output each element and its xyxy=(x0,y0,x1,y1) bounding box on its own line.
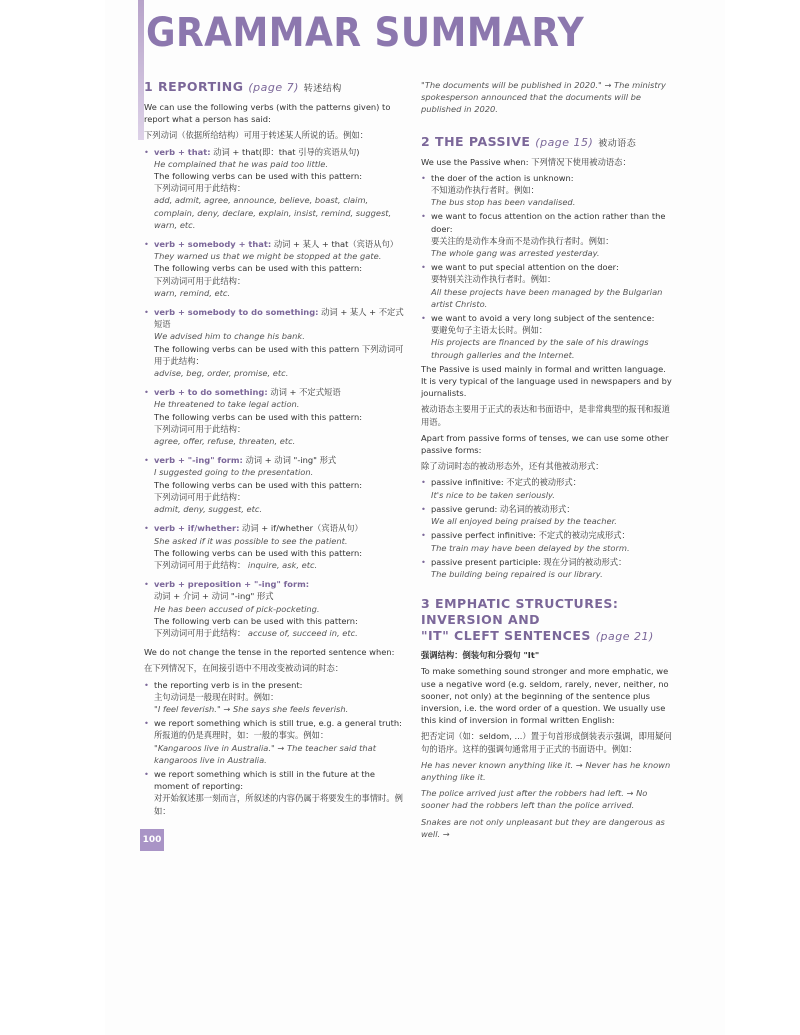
note-zh: 下列动词可用于此结构： xyxy=(154,559,246,570)
example: He has been accused of pick-pocketing. xyxy=(154,603,320,614)
rule-text: we want to avoid a very long subject of the sentence: xyxy=(431,313,655,324)
example: His projects are financed by the sale of his drawings through galleries and the Internet. xyxy=(431,337,649,360)
pattern: verb + somebody + that: xyxy=(154,239,272,250)
example: The bus stop has been vandalised. xyxy=(431,197,576,208)
example: He has never known anything like it. → Never has he known anything like it. xyxy=(421,759,671,782)
example: The train may have been delayed by the storm. xyxy=(431,542,630,553)
section-heading-reporting xyxy=(144,79,406,97)
list-item xyxy=(144,306,406,379)
verb-list: agree, offer, refuse, threaten, etc. xyxy=(154,436,296,447)
note-zh: 下列动词可用于此结构： xyxy=(154,423,246,434)
example: We advised him to change his bank. xyxy=(154,331,305,342)
example: They warned us that we might be stopped at the gate. xyxy=(154,251,382,262)
continued-example: "The documents will be published in 2020." → The ministry spokesperson announced that the documents will be published in 2020. xyxy=(421,80,666,115)
section-title-line1: 3 EMPHATIC STRUCTURES: INVERSION AND xyxy=(421,596,619,628)
usage-note-zh: 被动语态主要用于正式的表达和书面语中，是非常典型的报刊和报道用语。 xyxy=(421,404,670,427)
section-intro-zh: 下列动词（依据所给结构）可用于转述某人所说的话。例如： xyxy=(144,130,369,141)
section-intro-zh: 把否定词（如：seldom, ...）置于句首形成倒装表示强调，即用疑问句的语序。这样的强调句通常用于正式的书面语中。例如： xyxy=(421,731,672,754)
list-item xyxy=(144,238,406,299)
example: "I feel feverish." → She says she feels feverish. xyxy=(154,703,349,714)
example: Snakes are not only unpleasant but they are dangerous as well. → xyxy=(421,816,665,839)
example: I suggested going to the presentation. xyxy=(154,467,314,478)
example: It's nice to be taken seriously. xyxy=(431,489,555,500)
list-item xyxy=(421,529,673,553)
section-intro: To make something sound stronger and more emphatic, we use a negative word (e.g. seldom, rarely, never, neither, no sooner, not only) at the beginning of the sentence plus inversion, i.e. the word order of a question. We usually use this kind of inversion in formal written English: xyxy=(421,666,669,726)
list-item xyxy=(144,146,406,231)
section-page-ref: (page 21) xyxy=(595,630,654,644)
tense-note: We do not change the tense in the reported sentence when: xyxy=(144,647,395,658)
list-item xyxy=(144,386,406,447)
note-zh: 下列动词可用于此结构： xyxy=(154,627,246,638)
section-title-line2: "IT" CLEFT SENTENCES xyxy=(421,628,591,644)
rule-text: we report something which is still in the future at the moment of reporting: xyxy=(154,768,375,792)
section-title: 1 REPORTING xyxy=(144,79,244,94)
list-item xyxy=(144,578,406,639)
section-page-ref: (page 15) xyxy=(535,135,594,149)
forms-intro-zh: 除了动词时态的被动形态外，还有其他被动形式： xyxy=(421,461,604,472)
note: The following verb can be used with this pattern: xyxy=(154,615,358,626)
list-item xyxy=(144,717,406,766)
section-heading-emphatic xyxy=(421,596,673,645)
pattern-zh: 动词 + if/whether（宾语从句） xyxy=(242,523,363,534)
example: The building being repaired is our library. xyxy=(431,568,603,579)
list-item xyxy=(144,679,406,716)
pattern-zh: 动词 + that(即：that 引导的宾语从句) xyxy=(213,146,360,157)
tense-rule-list xyxy=(144,679,406,817)
tense-note-zh: 在下列情况下，在间接引语中不用改变被动词的时态： xyxy=(144,663,344,674)
list-item xyxy=(144,454,406,515)
rule-text: the reporting verb is in the present: xyxy=(154,679,303,690)
section-intro: We use the Passive when: 下列情况下使用被动语态： xyxy=(421,156,631,167)
verb-list: warn, remind, etc. xyxy=(154,287,231,298)
pattern-zh: 动词 + 某人 + that（宾语从句） xyxy=(273,239,399,250)
section-title: 2 THE PASSIVE xyxy=(421,133,531,149)
list-item xyxy=(421,503,673,527)
form-text: passive present participle: 现在分词的被动形式： xyxy=(431,556,627,567)
list-item xyxy=(421,312,673,361)
section-intro: We can use the following verbs (with the patterns given) to report what a person has said: xyxy=(144,102,391,125)
rule-text-zh: 对开始叙述那一刻而言，所叙述的内容仍属于将要发生的事情时。例如： xyxy=(154,793,403,816)
page-number: 100 xyxy=(140,829,164,851)
example: The police arrived just after the robbers had left. → No sooner had the robbers left than the police arrived. xyxy=(421,788,648,811)
pattern-zh: 动词 + 某人 + 不定式短语 xyxy=(154,307,404,330)
pattern: verb + somebody to do something: xyxy=(154,307,319,318)
pattern-zh: 动词 + 不定式短语 xyxy=(270,387,341,398)
form-text: passive gerund: 动名词的被动形式： xyxy=(431,503,575,514)
verb-list: admit, deny, suggest, etc. xyxy=(154,504,263,515)
note: The following verbs can be used with this pattern: xyxy=(154,411,363,422)
verb-list: add, admit, agree, announce, believe, boast, claim, complain, deny, declare, explain, insist, remind, suggest, warn, etc. xyxy=(154,195,392,230)
right-column xyxy=(421,79,673,844)
rule-text-zh: 不知道动作执行者时。例如： xyxy=(431,185,539,196)
pattern-zh: 动词 + 动词 "-ing" 形式 xyxy=(245,455,337,466)
passive-use-list xyxy=(421,172,673,361)
pattern: verb + to do something: xyxy=(154,387,268,398)
list-item xyxy=(421,172,673,209)
usage-note: The Passive is used mainly in formal and written language. It is very typical of the language used in newspapers and by journalists. xyxy=(421,363,672,399)
example: We all enjoyed being praised by the teacher. xyxy=(431,516,617,527)
note: The following verbs can be used with this pattern: xyxy=(154,263,363,274)
form-text: passive infinitive: 不定式的被动形式： xyxy=(431,477,581,488)
note-zh: 下列动词可用于此结构： xyxy=(154,491,246,502)
section-heading-passive xyxy=(421,134,673,152)
rule-text: we want to focus attention on the action rather than the doer: xyxy=(431,211,666,234)
pattern: verb + "-ing" form: xyxy=(154,455,243,466)
pattern: verb + if/whether: xyxy=(154,523,240,534)
rule-text-zh: 主句动词是一般现在时时。例如： xyxy=(154,691,279,702)
note: The following verbs can be used with this pattern: xyxy=(154,547,363,558)
example: "Kangaroos live in Australia." → The teacher said that kangaroos live in Australia. xyxy=(154,742,376,765)
verb-list: advise, beg, order, promise, etc. xyxy=(154,368,289,379)
note-zh: 下列动词可用于此结构： xyxy=(154,183,246,194)
example: She asked if it was possible to see the patient. xyxy=(154,535,348,546)
example: He complained that he was paid too little. xyxy=(154,158,329,169)
section-title-zh: 被动语态 xyxy=(598,138,637,149)
page-title: GRAMMAR SUMMARY xyxy=(146,10,585,56)
list-item xyxy=(421,210,673,259)
rule-text-zh: 要特别关注动作执行者时。例如： xyxy=(431,274,556,285)
pattern: verb + preposition + "-ing" form: xyxy=(154,579,310,590)
example: The whole gang was arrested yesterday. xyxy=(431,248,600,259)
list-item xyxy=(421,261,673,310)
list-item xyxy=(421,556,673,580)
pattern: verb + that: xyxy=(154,146,211,157)
verb-list: inquire, ask, etc. xyxy=(247,559,318,570)
rule-text-zh: 所报道的仍是真理时，如：一般的事实。例如： xyxy=(154,730,329,741)
rule-text: we report something which is still true, e.g. a general truth: xyxy=(154,718,402,729)
reporting-pattern-list xyxy=(144,146,406,640)
list-item xyxy=(421,476,673,500)
verb-list: accuse of, succeed in, etc. xyxy=(247,627,358,638)
forms-intro: Apart from passive forms of tenses, we can use some other passive forms: xyxy=(421,432,669,456)
rule-text: we want to put special attention on the doer: xyxy=(431,262,619,273)
rule-text-zh: 要关注的是动作本身而不是动作执行者时。例如： xyxy=(431,235,614,246)
example: He threatened to take legal action. xyxy=(154,399,300,410)
left-column xyxy=(144,79,406,819)
rule-text-zh: 要避免句子主语太长时。例如： xyxy=(431,325,548,336)
list-item xyxy=(144,522,406,571)
list-item xyxy=(144,768,406,817)
spacer xyxy=(421,120,673,134)
passive-form-list xyxy=(421,476,673,580)
section-page-ref: (page 7) xyxy=(248,81,299,94)
example: All these projects have been managed by the Bulgarian artist Christo. xyxy=(431,286,663,309)
note: The following verbs can be used with this pattern 下列动词可用于此结构： xyxy=(154,343,404,366)
form-text: passive perfect infinitive: 不定式的被动完成形式： xyxy=(431,530,630,541)
section-title-zh: 强调结构：倒装句和分裂句 "It" xyxy=(421,650,540,661)
rule-text: the doer of the action is unknown: xyxy=(431,172,574,183)
note-zh: 下列动词可用于此结构： xyxy=(154,275,246,286)
section-title-zh: 转述结构 xyxy=(303,84,342,94)
note: The following verbs can be used with this pattern: xyxy=(154,479,363,490)
note: The following verbs can be used with this pattern: xyxy=(154,171,363,182)
spacer xyxy=(421,582,673,596)
pattern-zh: 动词 + 介词 + 动词 "-ing" 形式 xyxy=(154,591,274,602)
